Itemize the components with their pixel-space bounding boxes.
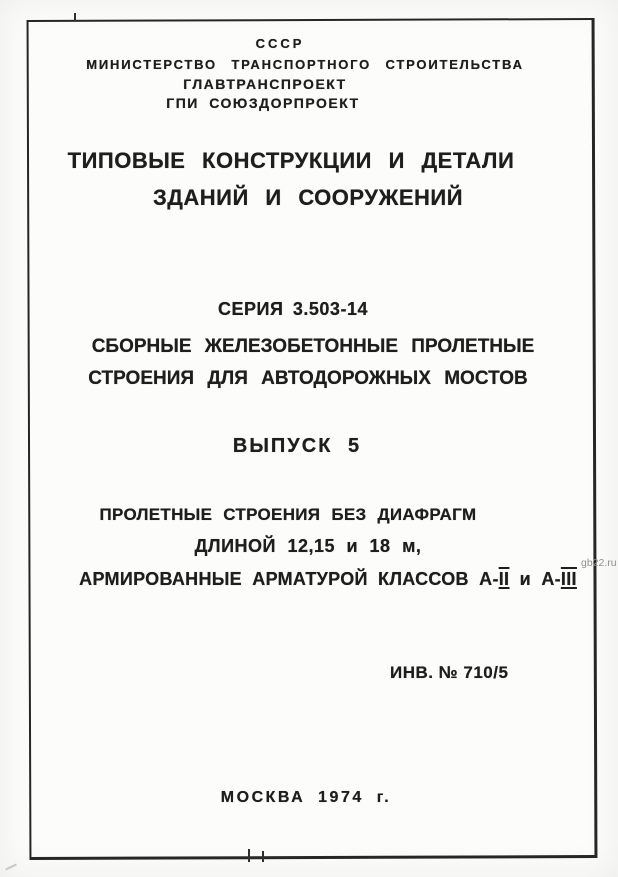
- site-watermark: gb22.ru: [581, 557, 617, 569]
- registration-tick-bottom-2: [262, 851, 264, 862]
- organization-line-1: ГЛАВТРАНСПРОЕКТ: [183, 76, 347, 92]
- series-number: СЕРИЯ 3.503-14: [218, 299, 368, 319]
- inventory-number: ИНВ. № 710/5: [390, 663, 509, 682]
- ministry-line: МИНИСТЕРСТВО ТРАНСПОРТНОГО СТРОИТЕЛЬСТВА: [86, 57, 524, 72]
- organization-line-2: ГПИ СОЮЗДОРПРОЕКТ: [166, 95, 360, 111]
- subtitle-line-3: [49, 570, 607, 588]
- scan-artifact-speck: [5, 864, 17, 871]
- issue-number: ВЫПУСК 5: [232, 435, 362, 457]
- subtitle-line-3-prefix: АРМИРОВАННЫЕ АРМАТУРОЙ КЛАССОВ А-: [79, 569, 499, 589]
- document-title-line-1: ТИПОВЫЕ КОНСТРУКЦИИ И ДЕТАЛИ: [67, 148, 515, 173]
- imprint-city-year: МОСКВА 1974 г.: [220, 789, 392, 806]
- rebar-class-3-roman: III: [560, 569, 577, 589]
- subtitle-line-2: ДЛИНОЙ 12,15 и 18 м,: [194, 536, 422, 556]
- registration-tick-bottom-1: [248, 849, 250, 862]
- country-line: СССР: [255, 36, 305, 51]
- rebar-class-2-roman: II: [498, 569, 510, 589]
- subtitle-line-1: ПРОЛЕТНЫЕ СТРОЕНИЯ БЕЗ ДИАФРАГМ: [99, 505, 477, 524]
- subtitle-line-3-mid: и А-: [509, 569, 561, 589]
- document-title-line-2: ЗДАНИЙ И СООРУЖЕНИЙ: [152, 185, 464, 210]
- series-subject-line-1: СБОРНЫЕ ЖЕЛЕЗОБЕТОННЫЕ ПРОЛЕТНЫЕ: [91, 336, 535, 357]
- registration-tick-top: [74, 13, 76, 21]
- series-subject-line-2: СТРОЕНИЯ ДЛЯ АВТОДОРОЖНЫХ МОСТОВ: [88, 368, 528, 389]
